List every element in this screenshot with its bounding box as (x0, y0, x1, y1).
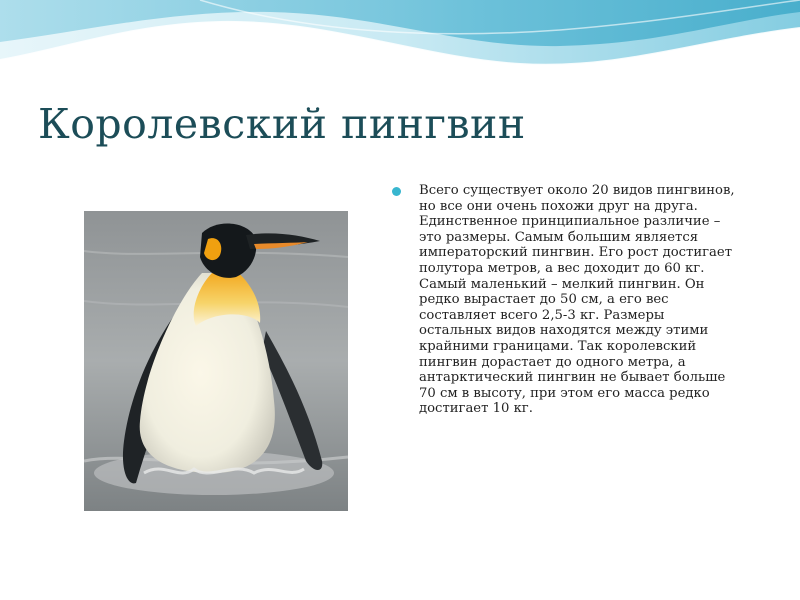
bullet-dot (392, 187, 401, 196)
king-penguin-photo (84, 211, 348, 511)
bullet-item (392, 183, 737, 417)
bullet-text: Всего существует около 20 видов пингвинов, но все они очень похожи друг на друга. Единственное принципиальное различие – это размеры. Самым большим является императорский пингвин. Его рост достигает полутора метров, а вес доходит до 60 кг. Самый маленький – мелкий пингвин. Он редко вырастает до 50 см, а его вес составляет всего 2,5-3 кг. Размеры остальных видов находятся между этими крайними границами. Так королевский пингвин дорастает до одного метра, а антарктический пингвин не бывает больше 70 см в высоту, при этом его масса редко достигает 10 кг. (419, 183, 735, 417)
decorative-wave-header (0, 0, 800, 110)
slide-title: Королевский пингвин (38, 100, 526, 148)
